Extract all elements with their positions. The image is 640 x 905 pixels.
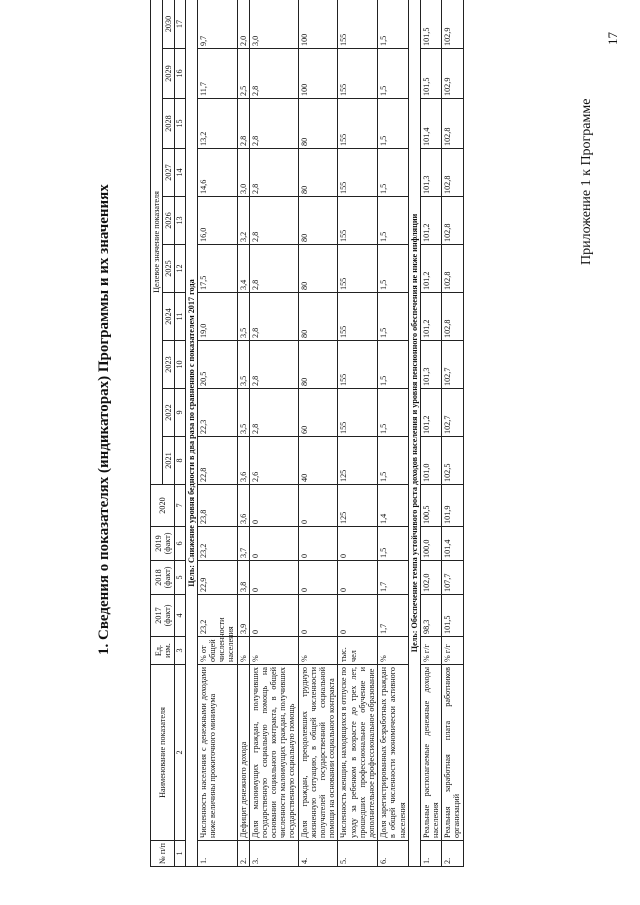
- row-unit: % г/г: [442, 637, 463, 665]
- indicators-table-container: [150, 0, 600, 867]
- row-value: 0: [249, 527, 298, 561]
- row-value: 80: [298, 245, 338, 293]
- table-header: [151, 0, 186, 867]
- row-value: 2,8: [249, 197, 298, 245]
- row-value: 155: [338, 341, 378, 389]
- header-year: 2022: [163, 389, 175, 437]
- header-col-index: 13: [175, 197, 185, 245]
- row-name: Реальная заработная плата работников организаций: [442, 665, 463, 841]
- table-row: [197, 0, 237, 867]
- row-value: 0: [298, 527, 338, 561]
- header-2020: 2020: [151, 485, 175, 527]
- row-value: 101,5: [420, 49, 441, 99]
- row-name: Доля малоимущих граждан, получивших государственную социальную помощь на основании социального контракта, в общей численности малоимущих граждан, получивших государственную социальную помощь: [249, 665, 298, 841]
- row-value: 1,5: [378, 245, 409, 293]
- row-value: 2,8: [249, 49, 298, 99]
- row-value: 3,5: [237, 293, 249, 341]
- row-unit: %: [298, 637, 338, 665]
- row-value: 1,7: [378, 561, 409, 595]
- row-name: Доля зарегистрированных безработных граждан в общей численности экономически активного населения: [378, 665, 409, 841]
- row-value: 3,5: [237, 389, 249, 437]
- row-value: 155: [338, 99, 378, 149]
- row-value: 23,2: [197, 527, 237, 561]
- row-value: 101,2: [420, 293, 441, 341]
- row-value: 0: [249, 561, 298, 595]
- row-value: 102,8: [442, 245, 463, 293]
- row-value: 3,2: [237, 197, 249, 245]
- row-unit: % от общей численности населения: [197, 637, 237, 665]
- header-year: 2021: [163, 437, 175, 485]
- row-value: 9,7: [197, 0, 237, 49]
- row-value: 155: [338, 245, 378, 293]
- header-col-index: 15: [175, 99, 185, 149]
- header-2018: 2018 (факт): [151, 561, 175, 595]
- row-value: 98,3: [420, 595, 441, 637]
- header-2019: 2019 (факт): [151, 527, 175, 561]
- row-value: 2,0: [237, 0, 249, 49]
- row-value: 23,8: [197, 485, 237, 527]
- row-value: 0: [338, 561, 378, 595]
- row-value: 101,4: [420, 99, 441, 149]
- document-title: 1. Сведения о показателях (индикаторах) Программы и их значениях: [96, 184, 112, 655]
- row-value: 100: [298, 49, 338, 99]
- header-col-index: 1: [175, 841, 185, 867]
- row-value: 2,6: [249, 437, 298, 485]
- row-num: 4.: [298, 841, 338, 867]
- row-value: 101,5: [420, 0, 441, 49]
- row-value: 101,3: [420, 341, 441, 389]
- row-value: 23,2: [197, 595, 237, 637]
- row-value: 3,4: [237, 245, 249, 293]
- row-value: 80: [298, 293, 338, 341]
- row-value: 100,0: [420, 527, 441, 561]
- header-year: 2029: [163, 49, 175, 99]
- row-value: 2,8: [249, 293, 298, 341]
- row-value: 0: [338, 527, 378, 561]
- row-value: 11,7: [197, 49, 237, 99]
- row-value: 14,6: [197, 149, 237, 197]
- row-value: 80: [298, 149, 338, 197]
- row-name: Численность женщин, находящихся в отпуске по уходу за ребенком в возрасте до трех лет, прошедших профессиональное обучение и дополнительное профессиональное образование: [338, 665, 378, 841]
- row-value: 125: [338, 485, 378, 527]
- row-unit: %: [237, 637, 249, 665]
- row-value: 40: [298, 437, 338, 485]
- row-value: 102,9: [442, 0, 463, 49]
- header-index-row: [175, 0, 185, 867]
- header-col-index: 6: [175, 527, 185, 561]
- row-value: 1,5: [378, 149, 409, 197]
- row-value: 155: [338, 0, 378, 49]
- row-value: 0: [298, 595, 338, 637]
- row-value: 3,9: [237, 595, 249, 637]
- row-value: 102,5: [442, 437, 463, 485]
- table-row: [249, 0, 298, 867]
- header-col-index: 16: [175, 49, 185, 99]
- row-value: 16,0: [197, 197, 237, 245]
- header-name: Наименование показателя: [151, 665, 175, 841]
- row-value: 1,5: [378, 49, 409, 99]
- header-col-index: 14: [175, 149, 185, 197]
- header-year: 2027: [163, 149, 175, 197]
- row-value: 1,5: [378, 99, 409, 149]
- row-value: 0: [338, 595, 378, 637]
- row-value: 155: [338, 293, 378, 341]
- table-row: [442, 0, 463, 867]
- row-name: Численность населения с денежными доходами ниже величины прожиточного минимума: [197, 665, 237, 841]
- header-2017: 2017 (факт): [151, 595, 175, 637]
- row-num: 3.: [249, 841, 298, 867]
- header-col-index: 9: [175, 389, 185, 437]
- row-value: 2,8: [249, 99, 298, 149]
- row-name: Доля граждан, преодолевших трудную жизненную ситуацию, в общей численности получателей государственной социальной помощи на основании социального контракта: [298, 665, 338, 841]
- row-unit: %: [249, 637, 298, 665]
- row-name: Дефицит денежного дохода: [237, 665, 249, 841]
- row-value: 17,5: [197, 245, 237, 293]
- table-row: [338, 0, 378, 867]
- row-value: 0: [298, 485, 338, 527]
- row-value: 102,0: [420, 561, 441, 595]
- goal-label: Цель: Обеспечение темпа устойчивого роста доходов населения и уровня пенсионного обеспечения не ниже инфляции: [408, 0, 420, 867]
- row-value: 22,9: [197, 561, 237, 595]
- goal-row: [408, 0, 420, 867]
- row-value: 1,5: [378, 341, 409, 389]
- row-value: 101,2: [420, 197, 441, 245]
- table-row: [420, 0, 441, 867]
- row-value: 22,8: [197, 437, 237, 485]
- row-value: 107,7: [442, 561, 463, 595]
- row-value: 3,7: [237, 527, 249, 561]
- row-value: 1,5: [378, 527, 409, 561]
- row-value: 102,8: [442, 197, 463, 245]
- row-value: 19,0: [197, 293, 237, 341]
- header-col-index: 4: [175, 595, 185, 637]
- row-value: 102,8: [442, 99, 463, 149]
- goal-row: [185, 0, 197, 867]
- row-num: 5.: [338, 841, 378, 867]
- header-year: 2025: [163, 245, 175, 293]
- row-name: Реальные располагаемые денежные доходы населения: [420, 665, 441, 841]
- row-value: 102,8: [442, 293, 463, 341]
- row-value: 1,5: [378, 0, 409, 49]
- row-num: 6.: [378, 841, 409, 867]
- row-value: 2,8: [249, 149, 298, 197]
- page-number: 17: [605, 32, 620, 45]
- row-value: 101,2: [420, 389, 441, 437]
- row-value: 102,7: [442, 341, 463, 389]
- row-value: 3,6: [237, 485, 249, 527]
- row-value: 1,7: [378, 595, 409, 637]
- row-value: 101,2: [420, 245, 441, 293]
- row-value: 155: [338, 389, 378, 437]
- row-value: 80: [298, 197, 338, 245]
- row-value: 80: [298, 341, 338, 389]
- table-row: [298, 0, 338, 867]
- header-col-index: 10: [175, 341, 185, 389]
- header-col-index: 7: [175, 485, 185, 527]
- row-value: 1,5: [378, 293, 409, 341]
- row-unit: тыс. чел: [338, 637, 378, 665]
- row-unit: % г/г: [420, 637, 441, 665]
- row-value: 2,8: [249, 389, 298, 437]
- header-target: Целевое значение показателя: [151, 0, 163, 485]
- header-col-index: 17: [175, 0, 185, 49]
- header-year: 2023: [163, 341, 175, 389]
- row-value: 3,0: [249, 0, 298, 49]
- header-col-index: 2: [175, 665, 185, 841]
- row-num: 2.: [442, 841, 463, 867]
- row-value: 80: [298, 99, 338, 149]
- row-value: 102,7: [442, 389, 463, 437]
- header-year: 2026: [163, 197, 175, 245]
- row-value: 155: [338, 149, 378, 197]
- row-value: 101,9: [442, 485, 463, 527]
- row-value: 2,5: [237, 49, 249, 99]
- row-value: 155: [338, 197, 378, 245]
- row-value: 1,5: [378, 389, 409, 437]
- row-value: 13,2: [197, 99, 237, 149]
- header-col-index: 3: [175, 637, 185, 665]
- row-value: 102,8: [442, 149, 463, 197]
- row-value: 100,5: [420, 485, 441, 527]
- header-col-index: 5: [175, 561, 185, 595]
- row-value: 102,9: [442, 49, 463, 99]
- row-value: 3,5: [237, 341, 249, 389]
- header-col-index: 8: [175, 437, 185, 485]
- row-num: 1.: [420, 841, 441, 867]
- row-num: 2.: [237, 841, 249, 867]
- row-value: 125: [338, 437, 378, 485]
- goal-label: Цель: Снижение уровня бедности в два раза по сравнению с показателем 2017 года: [185, 0, 197, 867]
- row-value: 101,4: [442, 527, 463, 561]
- appendix-label: Приложение 1 к Программе: [579, 98, 594, 265]
- row-value: 1,5: [378, 437, 409, 485]
- row-value: 0: [249, 595, 298, 637]
- row-value: 101,5: [442, 595, 463, 637]
- table-row: [237, 0, 249, 867]
- row-value: 2,8: [237, 99, 249, 149]
- row-value: 20,5: [197, 341, 237, 389]
- row-value: 22,3: [197, 389, 237, 437]
- header-year: 2024: [163, 293, 175, 341]
- row-value: 0: [249, 485, 298, 527]
- indicators-table: [150, 0, 464, 867]
- row-value: 1,5: [378, 197, 409, 245]
- row-value: 100: [298, 0, 338, 49]
- row-value: 60: [298, 389, 338, 437]
- table-row: [378, 0, 409, 867]
- row-value: 2,8: [249, 341, 298, 389]
- row-value: 101,0: [420, 437, 441, 485]
- row-value: 3,8: [237, 561, 249, 595]
- row-value: 1,4: [378, 485, 409, 527]
- header-col-index: 12: [175, 245, 185, 293]
- row-value: 155: [338, 49, 378, 99]
- header-col-index: 11: [175, 293, 185, 341]
- row-value: 0: [298, 561, 338, 595]
- table-body: [185, 0, 463, 867]
- header-unit: Ед. изм.: [151, 637, 175, 665]
- row-num: 1.: [197, 841, 237, 867]
- row-value: 3,0: [237, 149, 249, 197]
- row-value: 2,8: [249, 245, 298, 293]
- header-year: 2030: [163, 0, 175, 49]
- row-value: 101,3: [420, 149, 441, 197]
- header-num: № п/п: [151, 841, 175, 867]
- header-year: 2028: [163, 99, 175, 149]
- row-value: 3,6: [237, 437, 249, 485]
- row-unit: %: [378, 637, 409, 665]
